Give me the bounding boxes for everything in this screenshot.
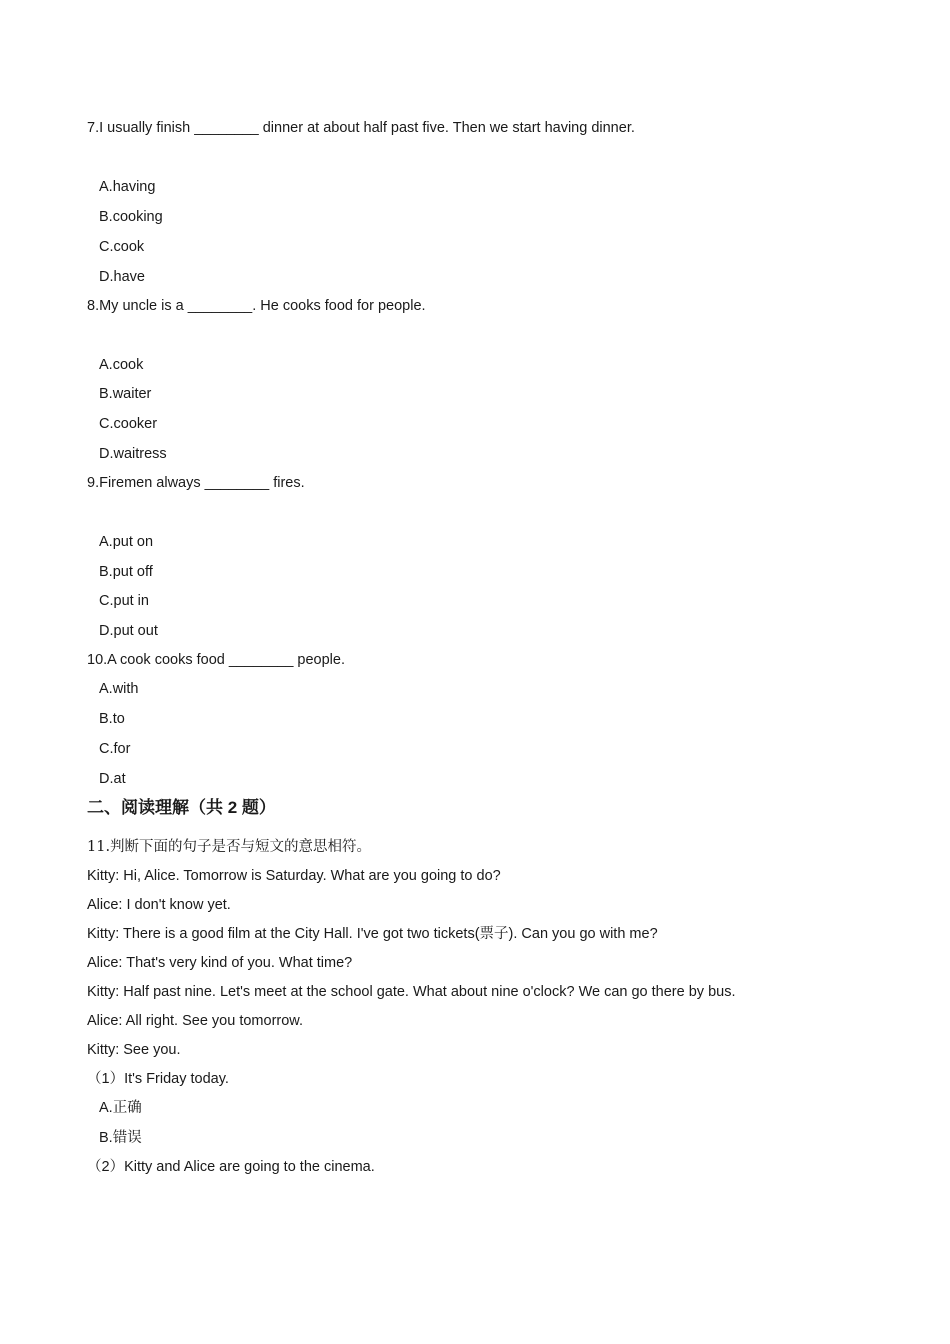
- q7-stem: 7.I usually finish ________ dinner at about half past five. Then we start having dinner.: [87, 120, 635, 136]
- dialogue-line: Kitty: Hi, Alice. Tomorrow is Saturday. What are you going to do?: [87, 868, 501, 884]
- dialogue-line: Kitty: Half past nine. Let's meet at the school gate. What about nine o'clock? We can go there by bus.: [87, 984, 736, 1000]
- dialogue-line: Kitty: See you.: [87, 1042, 181, 1058]
- dialogue-line: Alice: All right. See you tomorrow.: [87, 1013, 303, 1029]
- q10-option-a: A.with: [99, 681, 139, 697]
- q7-option-d: D.have: [99, 269, 145, 285]
- q9-stem: 9.Firemen always ________ fires.: [87, 475, 305, 491]
- section-heading-reading: 二、阅读理解（共 2 题）: [87, 798, 276, 817]
- q9-option-a: A.put on: [99, 534, 154, 550]
- q11-sub1-option-b: B.错误: [99, 1130, 142, 1146]
- q8-option-b: B.waiter: [99, 386, 152, 402]
- dialogue-line: Alice: That's very kind of you. What time?: [87, 955, 353, 971]
- dialogue-line: Kitty: There is a good film at the City Hall. I've got two tickets(票子). Can you go with me?: [87, 926, 658, 942]
- q10-option-d: D.at: [99, 771, 126, 787]
- q10-option-c: C.for: [99, 741, 131, 757]
- q7-option-a: A.having: [99, 179, 156, 195]
- q9-option-b: B.put off: [99, 564, 153, 580]
- q8-option-d: D.waitress: [99, 446, 167, 462]
- q9-option-d: D.put out: [99, 623, 158, 639]
- q7-option-c: C.cook: [99, 239, 145, 255]
- q8-stem: 8.My uncle is a ________. He cooks food for people.: [87, 298, 426, 314]
- q11-sub1-option-a: A.正确: [99, 1100, 142, 1116]
- q10-option-b: B.to: [99, 711, 125, 727]
- q7-option-b: B.cooking: [99, 209, 163, 225]
- q10-stem: 10.A cook cooks food ________ people.: [87, 652, 345, 668]
- q8-option-c: C.cooker: [99, 416, 158, 432]
- q11-instruction: 11.判断下面的句子是否与短文的意思相符。: [87, 839, 372, 855]
- q8-option-a: A.cook: [99, 357, 144, 373]
- q11-sub2-stem: （2）Kitty and Alice are going to the cinema.: [87, 1159, 375, 1175]
- q9-option-c: C.put in: [99, 593, 149, 609]
- dialogue-line: Alice: I don't know yet.: [87, 897, 231, 913]
- q11-sub1-stem: （1）It's Friday today.: [87, 1071, 229, 1087]
